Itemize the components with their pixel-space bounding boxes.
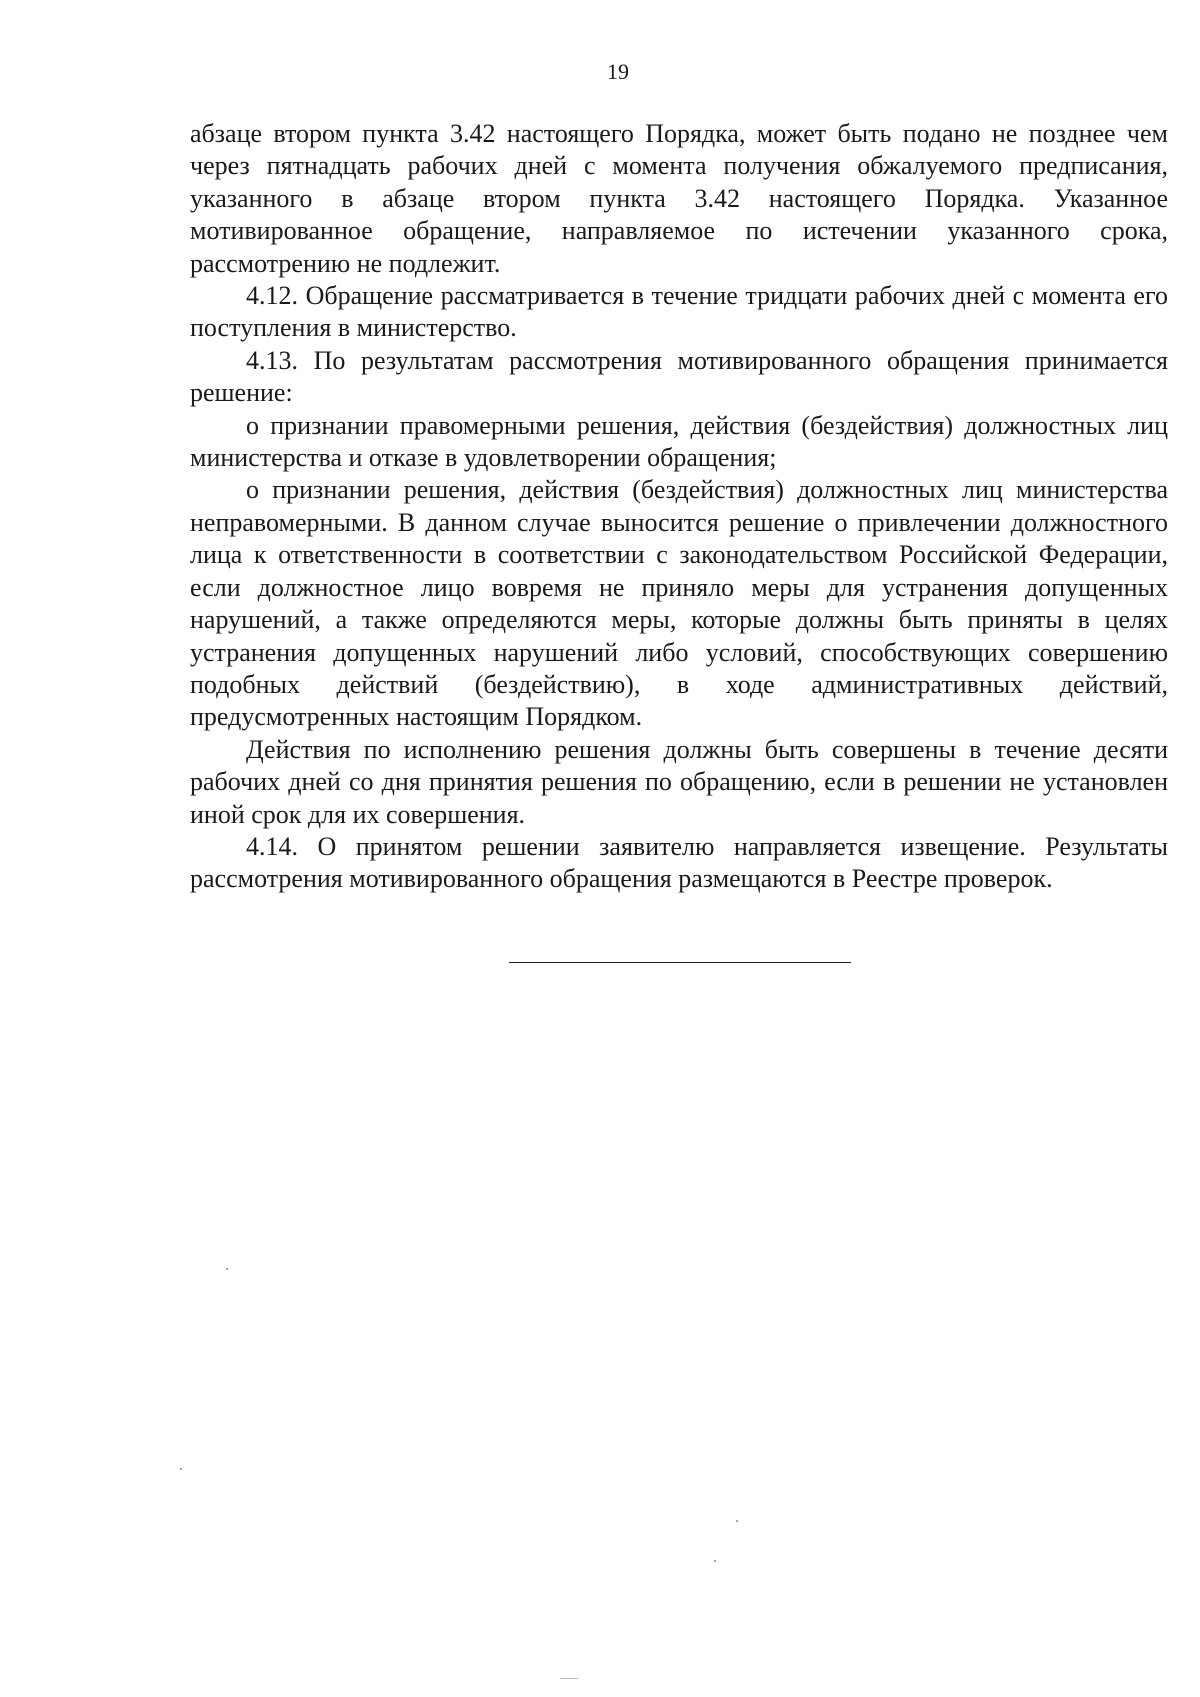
scan-speck (226, 1268, 228, 1270)
scan-speck (180, 1468, 182, 1470)
paragraph-4-14: 4.14. О принятом решении заявителю направляется извещение. Результаты рассмотрения мотивированного обращения размещаются в Реестре проверок. (190, 831, 1168, 894)
paragraph-decision-lawful: о признании правомерными решения, действия (бездействия) должностных лиц министерства и отказе в удовлетворении обращения; (190, 410, 1168, 473)
paragraph-execution-deadline: Действия по исполнению решения должны быть совершены в течение десяти рабочих дней со дня принятия решения по обращению, если в решении не установлен иной срок для их совершения. (190, 734, 1168, 829)
paragraph-4-13: 4.13. По результатам рассмотрения мотивированного обращения принимается решение: (190, 345, 1168, 408)
end-separator-line (509, 962, 851, 963)
scan-speck (736, 1520, 738, 1522)
scan-speck (714, 1560, 716, 1562)
paragraph-decision-unlawful: о признании решения, действия (бездействия) должностных лиц министерства неправомерными. В данном случае выносится решение о привлечении должностного лица к ответственности в соответствии с законодательством Российской Федерации, если должностное лицо вовремя не приняло меры для устранения допущенных нарушений, а также определяются меры, которые должны быть приняты в целях устранения допущенных нарушений либо условий, способствующих совершению подобных действий (бездействию), в ходе административных действий, предусмотренных настоящим Порядком. (190, 475, 1168, 732)
document-body (190, 118, 1168, 896)
paragraph-appeal-deadline: абзаце втором пункта 3.42 настоящего Порядка, может быть подано не позднее чем через пятнадцать рабочих дней с момента получения обжалуемого предписания, указанного в абзаце втором пункта 3.42 настоящего Порядка. Указанное мотивированное обращение, направляемое по истечении указанного срока, рассмотрению не подлежит. (190, 119, 1168, 278)
scan-speck (560, 1678, 578, 1679)
page-number: 19 (607, 59, 629, 84)
paragraph-4-12: 4.12. Обращение рассматривается в течение тридцати рабочих дней с момента его поступления в министерство. (190, 281, 1168, 343)
